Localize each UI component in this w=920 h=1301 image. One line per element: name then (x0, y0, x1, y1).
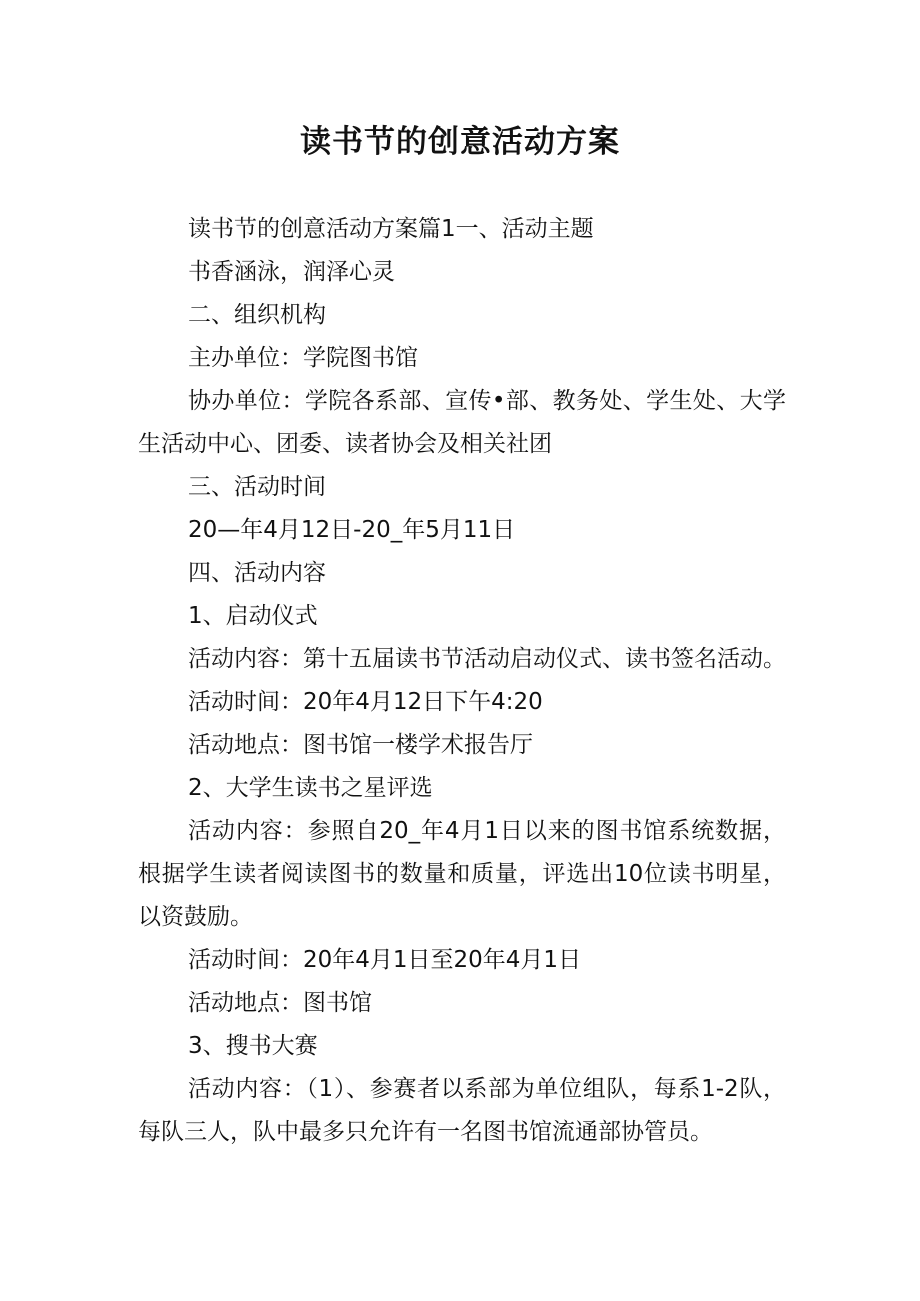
paragraph-section-theme: 读书节的创意活动方案篇1一、活动主题 (188, 216, 594, 242)
document-title: 读书节的创意活动方案 (300, 124, 620, 160)
paragraph-launch-location: 活动地点：图书馆一楼学术报告厅 (188, 732, 533, 758)
paragraph-item-launch: 1、启动仪式 (188, 603, 318, 629)
paragraph-time-range: 20—年4月12日-20_年5月11日 (188, 517, 516, 543)
paragraph-section-content: 四、活动内容 (188, 560, 326, 586)
document-body (138, 208, 786, 1154)
paragraph-co-host: 协办单位：学院各系部、宣传•部、教务处、学生处、大学生活动中心、团委、读者协会及相关社团 (138, 388, 786, 457)
paragraph-launch-content: 活动内容：第十五届读书节活动启动仪式、读书签名活动。 (188, 646, 786, 672)
paragraph-section-time: 三、活动时间 (188, 474, 326, 500)
paragraph-item-reading-star: 2、大学生读书之星评选 (188, 775, 433, 801)
paragraph-section-organization: 二、组织机构 (188, 302, 326, 328)
paragraph-launch-time: 活动时间：20年4月12日下午4:20 (188, 689, 543, 715)
paragraph-reading-star-location: 活动地点：图书馆 (188, 990, 372, 1016)
paragraph-book-search-content: 活动内容：（1）、参赛者以系部为单位组队，每系1-2队，每队三人，队中最多只允许有一名图书馆流通部协管员。 (138, 1076, 786, 1145)
paragraph-item-book-search: 3、搜书大赛 (188, 1033, 318, 1059)
paragraph-theme-text: 书香涵泳，润泽心灵 (188, 259, 395, 285)
paragraph-reading-star-content: 活动内容：参照自20_年4月1日以来的图书馆系统数据，根据学生读者阅读图书的数量和质量，评选出10位读书明星，以资鼓励。 (138, 818, 786, 930)
paragraph-reading-star-time: 活动时间：20年4月1日至20年4月1日 (188, 947, 582, 973)
paragraph-host: 主办单位：学院图书馆 (188, 345, 418, 371)
